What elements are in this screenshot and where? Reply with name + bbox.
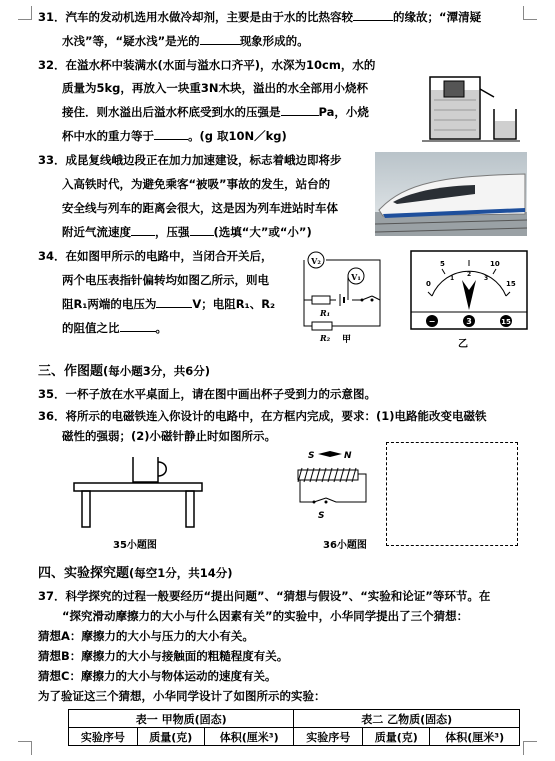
crop-mark-bottom-left <box>18 741 32 755</box>
terminal-15: 15 <box>501 318 511 326</box>
terminal-minus: − <box>428 317 436 326</box>
q35-line: 35．一杯子放在水平桌面上，请在图中画出杯子受到力的示意图。 <box>38 387 376 401</box>
q32-text-3b: Pa，小烧 <box>318 105 369 119</box>
q33-text-4c: (选填“大”或“小”) <box>213 225 312 239</box>
q34-line3 <box>62 296 275 312</box>
q33-line3: 安全线与列车的距离会很大，这是因为列车进站时车体 <box>62 201 338 215</box>
q34-text-4: 的阻值之比 <box>62 321 120 335</box>
q32-line2: 质量为5kg，再放入一块重3N木块，溢出的水全部用小烧杯 <box>62 81 369 95</box>
q31-text-2: 水浅”等，“疑水浅”是光的 <box>62 34 200 48</box>
q32-text-3: 接住．则水溢出后溢水杯底受到水的压强是 <box>62 105 281 119</box>
q32-line1: 32．在溢水杯中装满水(水面与溢水口齐平)，水深为10cm，水的 <box>38 58 376 72</box>
q37-line3: 为了验证这三个猜想，小华同学设计了如图所示的实验： <box>38 689 326 703</box>
r1-label: R₁ <box>320 308 331 318</box>
dial-label-1: 1 <box>450 275 455 282</box>
answer-dashed-box[interactable] <box>386 442 518 546</box>
q31-line1 <box>38 9 481 25</box>
voltmeter-dial-yi <box>410 250 528 336</box>
switch-s-label: S <box>318 511 325 521</box>
q37-guess-c: 猜想C：摩擦力的大小与物体运动的速度有关。 <box>38 669 277 683</box>
dial-label-10: 10 <box>490 260 500 268</box>
q31-text-b: 的缘故；“潭清疑 <box>393 10 482 24</box>
crop-mark-top-left <box>18 6 32 20</box>
q36-line2: 磁性的强弱；(2)小磁针静止时如图所示。 <box>62 429 277 443</box>
section-4-note: (每空1分，共14分) <box>129 566 233 580</box>
dial-label-0: 0 <box>426 280 431 288</box>
q33-text-4b: ，压强 <box>155 225 190 239</box>
q34-text-3: 阻R₁两端的电压为 <box>62 297 157 311</box>
q33-line4 <box>62 224 312 240</box>
q33-line1: 33．成昆复线峨边段正在加力加速建设，标志着峨边即将步 <box>38 153 342 167</box>
high-speed-train-photo <box>375 152 527 236</box>
experiment-table <box>68 709 520 746</box>
header-volume-2: 体积(厘米³) <box>430 728 520 746</box>
v1-label: V₁ <box>351 272 361 282</box>
table-2-title: 表二 乙物质(固态) <box>294 710 520 728</box>
q37-line1: 37．科学探究的过程一般要经历“提出问题”、“猜想与假设”、“实验和论证”等环节。在 <box>38 589 491 603</box>
header-mass-1: 质量(克) <box>137 728 204 746</box>
q34-line4 <box>62 320 167 336</box>
q35-caption: 35小题图 <box>113 540 157 551</box>
dial-label-3: 3 <box>484 275 489 282</box>
section-4-heading <box>38 562 233 581</box>
table-header-row <box>69 728 520 746</box>
q36-line1: 36．将所示的电磁铁连入你设计的电路中，在方框内完成，要求：(1)电路能改变电磁铁 <box>38 409 487 423</box>
r2-label: R₂ <box>320 333 331 343</box>
q34-line2: 两个电压表指针偏转均如图乙所示，则电 <box>62 273 269 287</box>
q33-blank-2[interactable] <box>190 224 214 236</box>
q33-line2: 入高铁时代，为避免乘客“被吸”事故的发生，站台的 <box>62 177 331 191</box>
q33-text-4: 附近气流速度 <box>62 225 131 239</box>
header-exp-no-2: 实验序号 <box>294 728 363 746</box>
compass-s-label: S <box>308 451 315 461</box>
q32-text-4b: 。(g 取10N／kg) <box>188 129 287 143</box>
q34-text-3b: V；电阻R₁、R₂ <box>192 297 276 311</box>
table-cup-figure <box>68 448 208 528</box>
section-3-title: 三、作图题 <box>38 364 104 379</box>
q32-line4 <box>62 128 287 144</box>
table-1-title: 表一 甲物质(固态) <box>69 710 294 728</box>
section-3-heading <box>38 360 210 379</box>
dial-label-5: 5 <box>440 260 445 268</box>
q37-line2: “探究滑动摩擦力的大小与什么因素有关”的实验中，小华同学提出了三个猜想： <box>62 609 469 623</box>
q31-blank-2[interactable] <box>200 33 240 45</box>
fig-jia-label: 甲 <box>342 335 352 344</box>
v2-label: V₂ <box>311 256 321 266</box>
q34-line1: 34．在如图甲所示的电路中，当闭合开关后， <box>38 249 273 263</box>
terminal-3: 3 <box>466 317 472 326</box>
fig-yi-label: 乙 <box>458 339 468 350</box>
q32-text-4: 杯中水的重力等于 <box>62 129 154 143</box>
header-exp-no-1: 实验序号 <box>69 728 138 746</box>
q31-blank-1[interactable] <box>353 9 393 21</box>
table-title-row <box>69 710 520 728</box>
q37-guess-b: 猜想B：摩擦力的大小与接触面的粗糙程度有关。 <box>38 649 289 663</box>
compass-n-label: N <box>344 451 352 461</box>
q31-text-2b: 现象形成的。 <box>239 34 309 48</box>
crop-mark-top-right <box>523 6 537 20</box>
dial-unit: V <box>466 295 473 304</box>
q32-line3 <box>62 104 369 120</box>
dial-label-2: 2 <box>467 271 472 278</box>
q32-blank-1[interactable] <box>281 104 319 116</box>
q34-text-4b: 。 <box>155 321 167 335</box>
header-volume-1: 体积(厘米³) <box>204 728 293 746</box>
q33-blank-1[interactable] <box>131 224 155 236</box>
q34-blank-1[interactable] <box>156 296 192 308</box>
q36-caption: 36小题图 <box>323 540 367 551</box>
overflow-cup-figure <box>420 55 522 145</box>
q32-blank-2[interactable] <box>154 128 188 140</box>
header-mass-2: 质量(克) <box>363 728 430 746</box>
q34-blank-2[interactable] <box>120 320 156 332</box>
q31-line2 <box>62 33 309 49</box>
section-4-title: 四、实验探究题 <box>38 566 130 581</box>
crop-mark-bottom-right <box>523 741 537 755</box>
circuit-diagram-jia <box>292 246 392 344</box>
q37-guess-a: 猜想A：摩擦力的大小与压力的大小有关。 <box>38 629 254 643</box>
dial-label-15: 15 <box>506 280 516 288</box>
section-3-note: (每小题3分，共6分) <box>103 364 211 378</box>
q31-text: 31．汽车的发动机选用水做冷却剂，主要是由于水的比热容较 <box>38 10 354 24</box>
electromagnet-figure <box>286 444 382 536</box>
